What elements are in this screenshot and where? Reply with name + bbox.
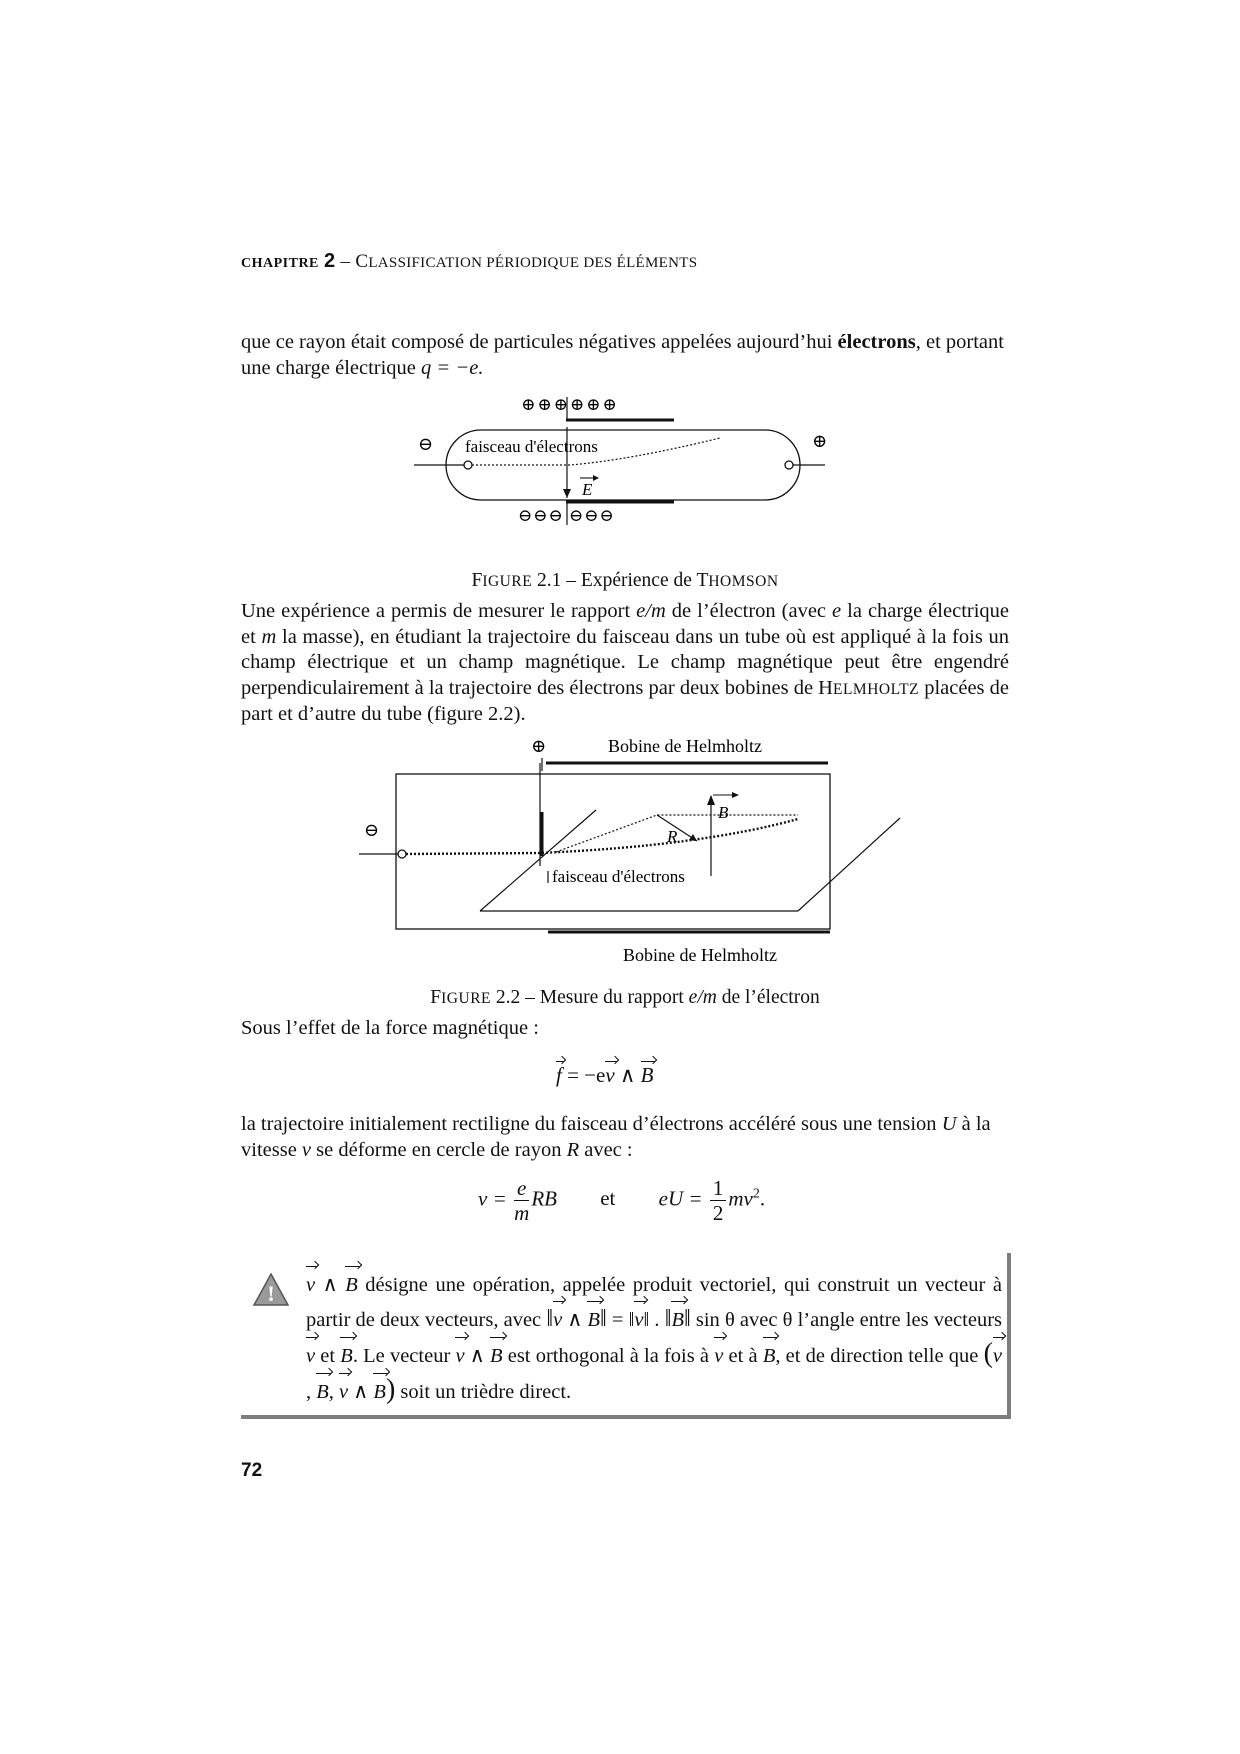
v-vector: v [605, 1063, 615, 1087]
w2-v: v [553, 1303, 562, 1337]
p3-v: v [301, 1138, 312, 1161]
warning-icon-glyph: ! [267, 1281, 275, 1306]
intro-paragraph [241, 330, 1009, 381]
fig2-beam-label: faisceau d'électrons [552, 867, 685, 886]
intro-text: que ce rayon était composé de particules négatives appelées aujourd’hui [241, 331, 838, 353]
p2-helmholtz: ELMHOLTZ [832, 680, 920, 698]
v-eq: v = [478, 1186, 507, 1211]
w3-v: v [306, 1339, 315, 1373]
w4-b: B [316, 1375, 329, 1409]
p3-avec: avec : [579, 1138, 633, 1161]
chapter-number: 2 [323, 250, 336, 272]
header-dash: – [340, 251, 351, 272]
et-word: et [600, 1186, 616, 1211]
velocity-equations [478, 1176, 765, 1225]
w2-b: B [587, 1303, 600, 1337]
beam-label: faisceau d'électrons [465, 437, 598, 456]
w3-v2: v [455, 1339, 464, 1373]
p2-text3: la charge électrique [841, 600, 1010, 622]
force-eq-mid: = −e [561, 1063, 606, 1087]
fraction-e-m [514, 1176, 529, 1225]
cap2-end: de l’électron [721, 987, 820, 1008]
page-number: 72 [241, 1460, 263, 1481]
cap2-em: e/m [688, 987, 717, 1008]
figure1-caption [241, 570, 1009, 592]
intro-text-end: , et portant [915, 331, 1004, 353]
eq-dot: . [759, 1186, 766, 1211]
w-line1: désigne une opération, appelée produit vectoriel, qui construit un vecteur [357, 1274, 986, 1296]
p2-placees: placées [919, 676, 985, 699]
force-intro: Sous l’effet de la force magnétique : [241, 1017, 539, 1039]
frac2-den: 2 [712, 1201, 724, 1225]
frac1-num: e [514, 1176, 529, 1201]
p3-cercle: se déforme en cercle de rayon [311, 1138, 567, 1161]
intro-line2: une charge électrique [241, 356, 422, 379]
fraction-1-2 [710, 1176, 727, 1225]
electron-beam [406, 819, 798, 854]
cap1-thomson: HOMSON [708, 573, 779, 590]
w-dot: ‖ . [643, 1309, 665, 1331]
warning-text: v ∧ B désigne une opération, appelée produit vectoriel, qui construit un vecteur à partir de deux vecteurs, avec ‖v ∧ B‖ = ‖v‖ . ‖B‖ sin θ avec θ l’angle entre les vecteurs v et B. Le vecteur v ∧ B est orthogonal à la fois à v et à B, et de direction telle que (v, B, v ∧ B) soit un trièdre direct. [306, 1268, 1002, 1409]
electrons-term: électrons [837, 331, 916, 353]
w3-b2: B [490, 1339, 503, 1373]
p2-text: Une expérience a permis de mesurer le rapport [241, 600, 637, 622]
cap2-figure: IGURE [441, 990, 491, 1007]
p3-u: U [941, 1113, 957, 1135]
charge-equation: q = −e. [421, 356, 484, 379]
f-vector: f [556, 1063, 562, 1087]
paragraph-2 [241, 599, 1009, 728]
cap2-f: F [430, 987, 442, 1008]
w2-v2: v [634, 1303, 643, 1337]
p3-text2: à la [956, 1113, 991, 1135]
fig2-plus-sign: ⊕ [531, 736, 547, 756]
paragraph-3 [241, 1112, 1009, 1163]
header-title-initial: C [355, 251, 369, 272]
w3-v3: v [714, 1339, 723, 1373]
w4-v2: v [339, 1375, 348, 1409]
header-title-rest: LASSIFICATION PÉRIODIQUE DES ÉLÉMENTS [368, 255, 698, 271]
w-line3a: les vecteurs [905, 1309, 1002, 1331]
wedge-symbol: ∧ [614, 1063, 641, 1087]
cap1-figure: IGURE [482, 573, 533, 590]
cap1-f: F [471, 570, 483, 591]
b-label: B [718, 803, 729, 822]
p2-et: et [241, 625, 262, 648]
p2-h: H [818, 676, 833, 699]
tube-box [396, 774, 830, 929]
w-eq: = ‖ [606, 1309, 635, 1331]
thomson-diagram [400, 390, 840, 535]
w-line4a: direction telle que [830, 1345, 984, 1367]
p2-m: m [261, 625, 277, 648]
w-wedge: ∧ [315, 1274, 346, 1296]
cap2-text: 2.2 – Mesure du rapport [495, 987, 684, 1008]
coil-top-label: Bobine de Helmholtz [608, 736, 762, 756]
w-line2a: à partir de deux vecteurs, avec [306, 1274, 1002, 1331]
p2-line3: un champ électrique et un champ magnétique. Le champ magnétique peut être engendré [241, 625, 1010, 673]
w-line3e: , et de [775, 1345, 826, 1367]
exponent: 2 [752, 1186, 760, 1202]
warning-icon [252, 1272, 290, 1308]
fig2-minus-sign: ⊖ [364, 820, 380, 840]
w-line3b: . Le vecteur [352, 1345, 456, 1367]
w-v: v [306, 1268, 315, 1302]
w-line4b: soit un trièdre direct. [395, 1381, 572, 1403]
w-b: B [345, 1268, 358, 1302]
field-e-label: E [582, 480, 593, 499]
helmholtz-diagram [340, 728, 910, 968]
cap1-t: T [696, 570, 709, 591]
plus-charges: ⊕⊕⊕⊕⊕⊕ [521, 395, 619, 414]
cap1-text: 2.1 – Expérience de [537, 570, 692, 591]
w4-b2: B [373, 1375, 386, 1409]
chapter-word: CHAPITRE [241, 256, 319, 271]
figure2-caption [241, 987, 1009, 1009]
p2-em: e/m [636, 600, 666, 622]
w-sin: sin θ avec θ l’angle entre [690, 1309, 901, 1331]
w-et: et [315, 1345, 341, 1367]
w2-b2: B [671, 1303, 684, 1337]
force-equation [556, 1063, 653, 1088]
p2-text2: de l’électron (avec [665, 600, 833, 622]
cathode [464, 461, 472, 469]
w-line3d: et à [723, 1345, 763, 1367]
p3-text: la trajectoire initialement rectiligne du faisceau d’électrons accéléré sous une tension [241, 1113, 942, 1135]
w3-b3: B [763, 1339, 776, 1373]
p3-vitesse: vitesse [241, 1138, 302, 1161]
anode [785, 461, 793, 469]
w-line3c: est orthogonal à la fois à [502, 1345, 715, 1367]
p3-r: R [566, 1138, 580, 1161]
p2-line5: de part et d’autre du tube (figure 2.2). [241, 676, 1010, 725]
frac2-num: 1 [710, 1176, 727, 1201]
b-vector: B [640, 1063, 654, 1087]
frac1-den: m [514, 1201, 530, 1225]
p2-line2: la masse), en étudiant la trajectoire du faisceau dans un tube où est appliqué à la fois [276, 625, 983, 648]
p2-line4: perpendiculairement à la trajectoire des électrons par deux bobines de [241, 676, 819, 699]
minus-charges: ⊖⊖⊖ ⊖⊖⊖ [518, 506, 615, 525]
mv-term: mv [728, 1186, 753, 1211]
p2-e: e [832, 600, 842, 622]
w4-v: v [993, 1339, 1002, 1373]
w3-b: B [340, 1339, 353, 1373]
plus-sign: ⊕ [812, 431, 828, 451]
running-header [241, 250, 697, 273]
eu-eq: eU = [658, 1186, 703, 1211]
radius-label: R [667, 827, 678, 846]
coil-bottom-label: Bobine de Helmholtz [623, 945, 777, 965]
minus-sign: ⊖ [418, 434, 434, 454]
rb-term: RB [531, 1186, 557, 1211]
